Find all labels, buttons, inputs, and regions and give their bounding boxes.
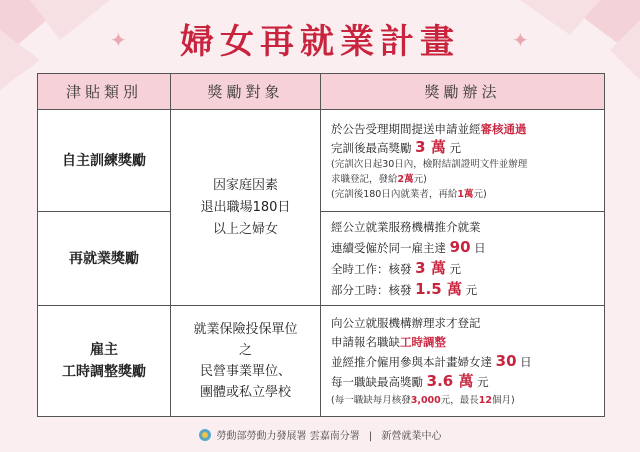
method-employer (321, 306, 605, 417)
target-line: 就業保險投保單位 (193, 322, 298, 337)
table-row (38, 110, 605, 212)
header-method: 獎勵辦法 (321, 74, 605, 110)
method-note: 求職登記，發給2萬元) (331, 173, 427, 185)
category-self-training: 自主訓練獎勵 (38, 110, 171, 212)
target-line: 之 (238, 343, 252, 358)
target-line: 退出職場180日 (200, 199, 291, 215)
method-line: 申請報名職缺工時調整 (331, 334, 446, 349)
employer-target-cell (171, 306, 321, 417)
target-line: 以上之婦女 (212, 221, 278, 237)
method-re-employment (321, 212, 605, 306)
method-line: 每一職缺最高獎勵 3.6 萬 元 (331, 371, 489, 390)
method-note: (每一職缺每月核發3,000元，最長12個月) (331, 394, 515, 406)
method-line: 連續受僱於同一雇主達 90 日 (331, 238, 486, 256)
method-line: 完訓後最高獎勵 3 萬 元 (331, 137, 461, 156)
target-line: 民營事業單位、 (199, 364, 291, 379)
table-row (38, 306, 605, 417)
method-line: 並經推介僱用參與本計畫婦女達 30 日 (331, 351, 532, 370)
target-cell (171, 110, 321, 306)
header-category: 津貼類別 (38, 74, 171, 110)
category-re-employment: 再就業獎勵 (38, 212, 171, 306)
subsidy-table (37, 73, 605, 417)
method-note: (完訓後180日內就業者，再給1萬元) (331, 188, 487, 200)
sparkle-icon-left: ✦ (110, 28, 127, 52)
footer-center: 新營就業中心 (381, 431, 442, 442)
method-note: (完訓次日起30日內，檢附結訓證明文件並辦理 (331, 158, 528, 170)
method-line: 部分工時：核發 1.5 萬 元 (331, 280, 478, 298)
method-line: 經公立就業服務機構推介就業 (331, 220, 481, 234)
agency-logo-icon (199, 429, 211, 441)
method-line: 向公立就服機構辦理求才登記 (331, 315, 481, 330)
footer-separator: | (368, 431, 373, 442)
method-line: 全時工作：核發 3 萬 元 (331, 259, 461, 277)
footer (0, 427, 640, 442)
sparkle-icon-right: ✦ (512, 28, 529, 52)
footer-org: 勞動部勞動力發展署 雲嘉南分署 (216, 431, 360, 442)
method-self-training (321, 110, 605, 212)
header-target: 獎勵對象 (171, 74, 321, 110)
category-employer: 雇主 工時調整獎勵 (38, 306, 171, 417)
method-line: 於公告受理期間提送申請並經審核通過 (331, 121, 527, 136)
target-line: 團體或私立學校 (199, 385, 291, 400)
page-title: 婦女再就業計畫 (180, 22, 460, 62)
target-line: 因家庭因素 (212, 177, 278, 193)
table-row (38, 212, 605, 306)
table-header-row (38, 74, 605, 110)
